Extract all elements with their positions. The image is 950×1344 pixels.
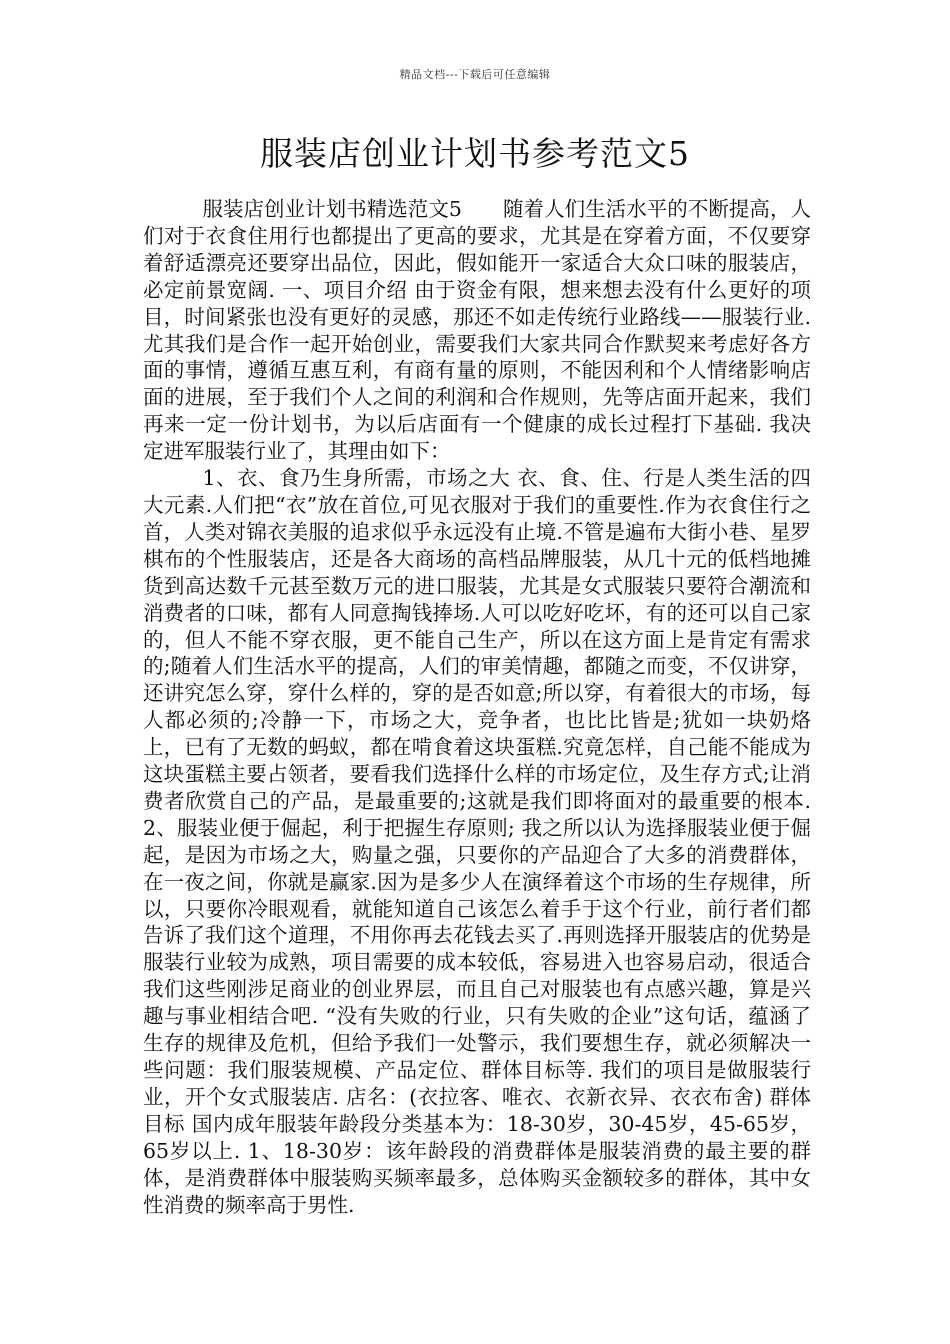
body-paragraph: 服装店创业计划书精选范文5 随着人们生活水平的不断提高，人们对于衣食住用行也都提出了更高的要求，尤其是在穿着方面，不仅要穿着舒适漂亮还要穿出品位，因此，假如能开一家适合大众口味的服装店，必定前景宽阔. 一、项目介绍 由于资金有限，想来想去没有什么更好的项目，时间紧张也没有更好的灵感，那还不如走传统行业路线——服装行业.尤其我们是合作一起开始创业，需要我们大家共同合作默契来考虑好各方面的事情，遵循互惠互利，有商有量的原则，不能因利和个人情绪影响店面的进展，至于我们个人之间的利润和合作规则，先等店面开起来，我们再来一定一份计划书，为以后店面有一个健康的成长过程打下基础. 我决定进军服装行业了，其理由如下：	[143, 197, 811, 464]
document-body	[143, 196, 811, 1218]
document-title: 服装店创业计划书参考范文5	[260, 134, 690, 173]
body-paragraph: 1、衣、食乃生身所需，市场之大 衣、食、住、行是人类生活的四大元素.人们把“衣”放在首位,可见衣服对于我们的重要性.作为衣食住行之首，人类对锦衣美服的追求似乎永远没有止境.不管是遍布大街小巷、星罗棋布的个性服装店，还是各大商场的高档品牌服装，从几十元的低档地摊货到高达数千元甚至数万元的进口服装，尤其是女式服装只要符合潮流和消费者的口味，都有人同意掏钱捧场.人可以吃好吃坏，有的还可以自己家的，但人不能不穿衣服，更不能自己生产，所以在这方面上是肯定有需求的;随着人们生活水平的提高，人们的审美情趣，都随之而变，不仅讲穿，还讲究怎么穿，穿什么样的，穿的是否如意;所以穿，有着很大的市场，每人都必须的;冷静一下，市场之大，竞争者，也比比皆是;犹如一块奶烙上，已有了无数的蚂蚁，都在啃食着这块蛋糕.究竟怎样，自己能不能成为这块蛋糕主要占领者，要看我们选择什么样的市场定位，及生存方式;让消费者欣赏自己的产品，是最重要的;这就是我们即将面对的最重要的根本. 2、服装业便于倔起，利于把握生存原则; 我之所以认为选择服装业便于倔起，是因为市场之大，购量之强，只要你的产品迎合了大多的消费群体，在一夜之间，你就是赢家.因为是多少人在演绎着这个市场的生存规律，所以，只要你冷眼观看，就能知道自己该怎么着手于这个行业，前行者们都告诉了我们这个道理，不用你再去花钱去买了.再则选择开服装店的优势是服装行业较为成熟，项目需要的成本较低，容易进入也容易启动，很适合我们这些刚涉足商业的创业界层，而且自己对服装也有点感兴趣，算是兴趣与事业相结合吧. “没有失败的行业，只有失败的企业”这句话，蕴涵了生存的规律及危机，但给予我们一处警示，我们要想生存，就必须解决一些问题：我们服装规模、产品定位、群体目标等. 我们的项目是做服装行业，开个女式服装店. 店名：(衣拉客、唯衣、衣新衣异、衣衣布舍) 群体目标 国内成年服装年龄段分类基本为：18-30岁，30-45岁，45-65岁，65岁以上. 1、18-30岁：该年龄段的消费群体是服装消费的最主要的群体，是消费群体中服装购买频率最多，总体购买金额较多的群体，其中女性消费的频率高于男性.	[143, 466, 811, 1217]
header-note: 精品文档---下载后可任意编辑	[399, 68, 551, 81]
